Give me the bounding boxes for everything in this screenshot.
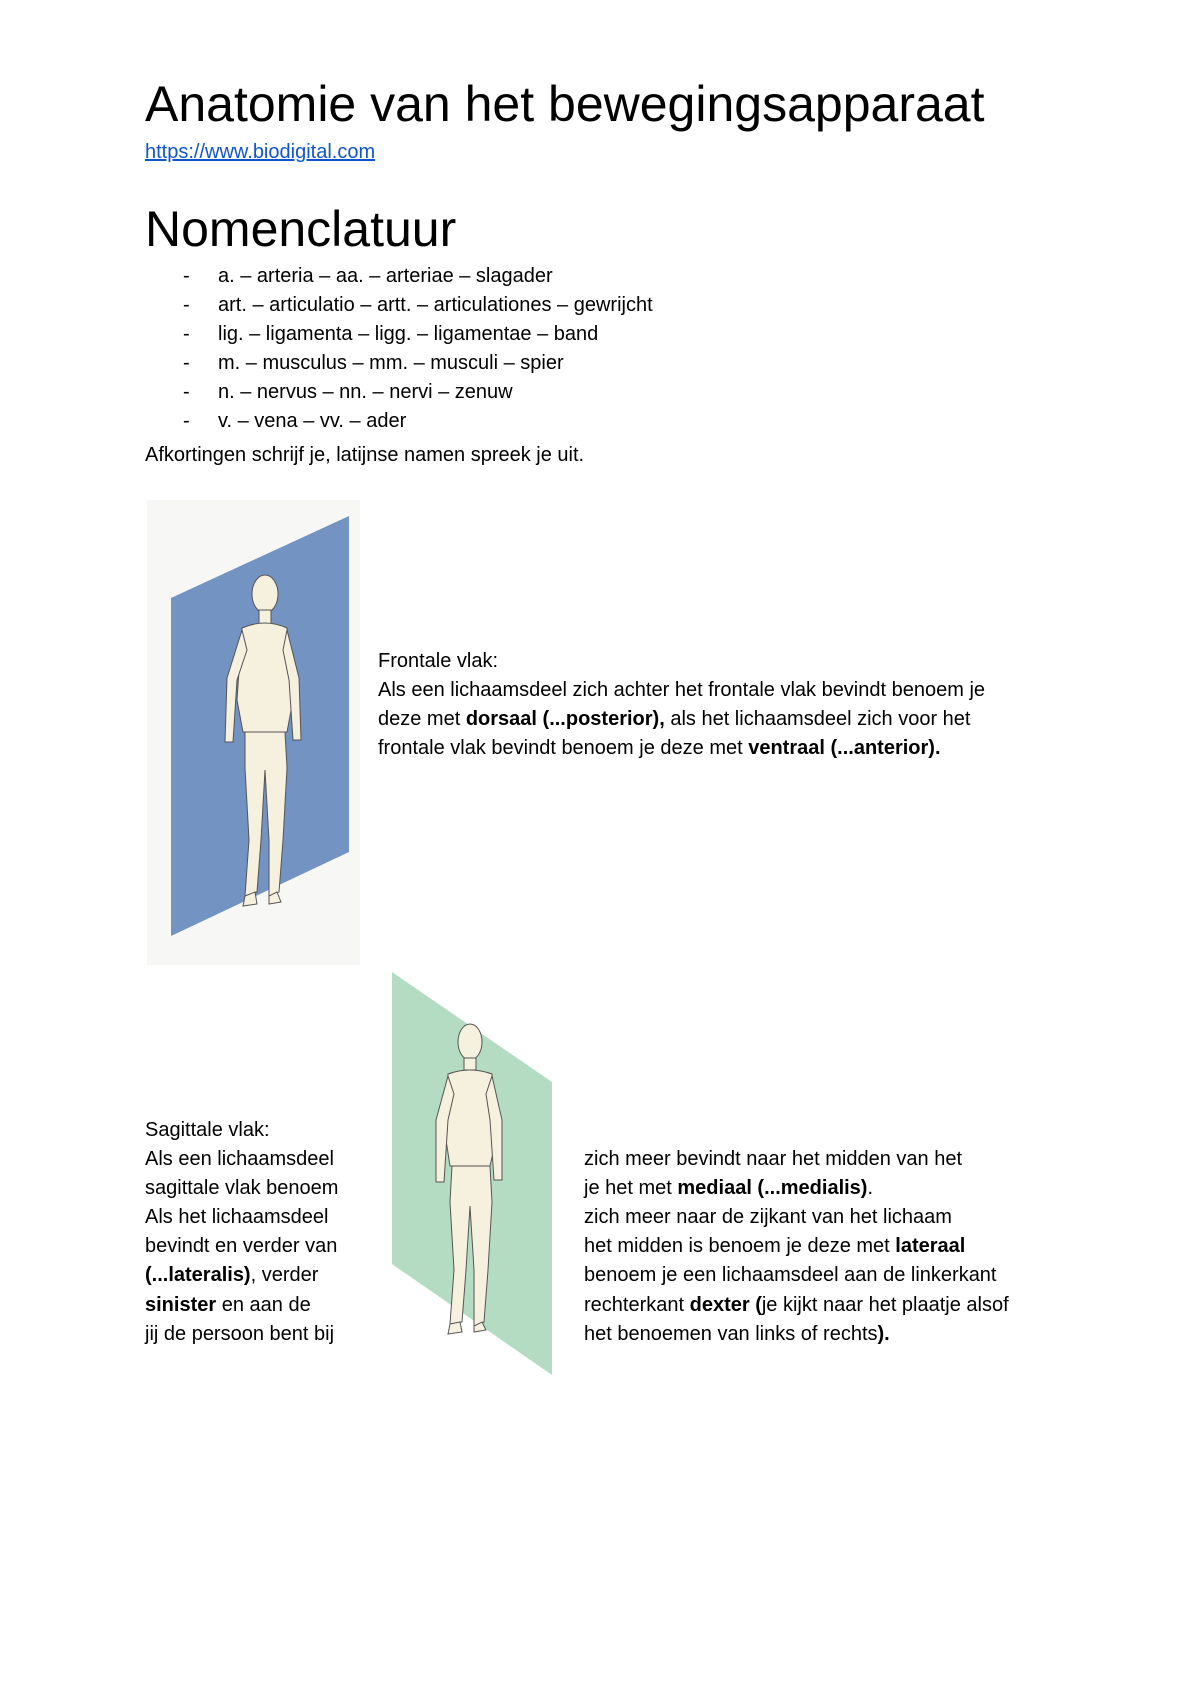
text-run: .	[867, 1177, 874, 1199]
sagittal-right-line	[584, 1291, 1009, 1320]
sagittal-left-line: jij de persoon bent bij	[145, 1323, 335, 1345]
text-run-bold: ).	[877, 1323, 890, 1345]
sagittal-left-line	[145, 1261, 318, 1290]
sagittal-plane-figure	[390, 970, 555, 1375]
term-lateralis: (...lateralis)	[145, 1264, 251, 1286]
frontal-text-line: Als een lichaamsdeel zich achter het frontale vlak bevindt benoem je	[378, 679, 986, 701]
term-ventraal: ventraal (...anterior).	[748, 737, 941, 759]
text-run: en aan de	[216, 1294, 311, 1316]
sagittal-left-line	[145, 1291, 311, 1320]
nomenclature-heading: Nomenclatuur	[145, 201, 457, 257]
text-run: het midden is benoem je deze met	[584, 1235, 896, 1257]
sagittal-right-line: zich meer naar de zijkant van het lichaam	[584, 1206, 952, 1228]
list-item-text: art. – articulatio – artt. – articulationes – gewrijcht	[218, 294, 653, 316]
text-run: frontale vlak bevindt benoem je deze met	[378, 737, 749, 759]
sagittal-label: Sagittale vlak:	[145, 1119, 270, 1141]
text-run: je het met	[584, 1177, 678, 1199]
term-dexter: dexter (	[689, 1294, 762, 1316]
frontal-label: Frontale vlak:	[378, 650, 499, 672]
sagittal-right-line: benoem je een lichaamsdeel aan de linkerkant	[584, 1264, 997, 1286]
bullet: -	[183, 352, 190, 374]
page-title: Anatomie van het bewegingsapparaat	[145, 76, 985, 132]
bullet: -	[183, 323, 190, 345]
list-item-text: v. – vena – vv. – ader	[218, 410, 407, 432]
frontal-plane-figure	[147, 500, 360, 965]
bullet: -	[183, 381, 190, 403]
term-sinister: sinister	[145, 1294, 217, 1316]
bullet: -	[183, 410, 190, 432]
sagittal-right-line	[584, 1320, 890, 1349]
sagittal-right-line	[584, 1174, 873, 1203]
biodigital-link[interactable]: https://www.biodigital.com	[145, 141, 376, 163]
abbreviation-note: Afkortingen schrijf je, latijnse namen spreek je uit.	[145, 444, 585, 466]
bullet: -	[183, 265, 190, 287]
text-run: je kijkt naar het plaatje alsof	[761, 1294, 1009, 1316]
sagittal-left-line: Als een lichaamsdeel	[145, 1148, 334, 1170]
sagittal-left-line: bevindt en verder van	[145, 1235, 338, 1257]
list-item-text: a. – arteria – aa. – arteriae – slagader	[218, 265, 553, 287]
sagittal-left-line: sagittale vlak benoem	[145, 1177, 339, 1199]
sagittal-left-line: Als het lichaamsdeel	[145, 1206, 329, 1228]
list-item-text: m. – musculus – mm. – musculi – spier	[218, 352, 564, 374]
text-run: , verder	[250, 1264, 319, 1286]
list-item-text: n. – nervus – nn. – nervi – zenuw	[218, 381, 513, 403]
text-run: deze met	[378, 708, 466, 730]
text-run: rechterkant	[584, 1294, 690, 1316]
text-run: als het lichaamsdeel zich voor het	[664, 708, 971, 730]
sagittal-right-line: zich meer bevindt naar het midden van het	[584, 1148, 962, 1170]
term-lateraal: lateraal	[895, 1235, 966, 1257]
sagittal-right-line	[584, 1232, 965, 1261]
text-run: het benoemen van links of rechts	[584, 1323, 878, 1345]
list-item-text: lig. – ligamenta – ligg. – ligamentae – band	[218, 323, 599, 345]
term-mediaal: mediaal (...medialis)	[677, 1177, 868, 1199]
frontal-text-line	[378, 705, 970, 734]
bullet: -	[183, 294, 190, 316]
term-dorsaal: dorsaal (...posterior),	[465, 708, 665, 730]
frontal-text-line	[378, 734, 941, 763]
